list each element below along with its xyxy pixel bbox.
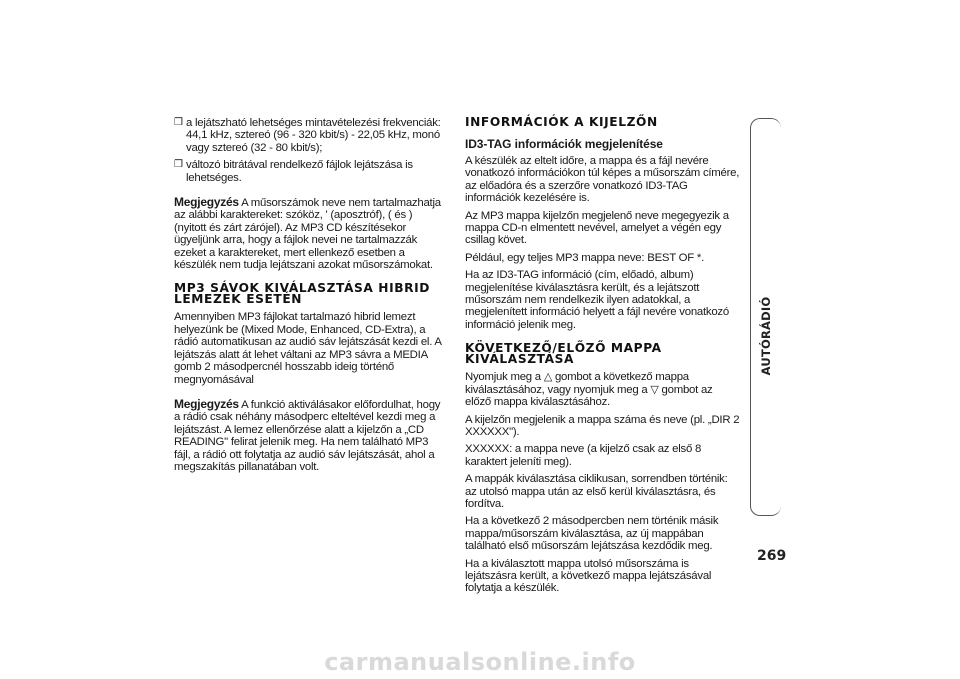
- checkbox-bullet-icon: ❒: [174, 159, 183, 171]
- right-column: [465, 117, 740, 600]
- subheading: ID3-TAG információk megjelenítése: [465, 137, 663, 151]
- list-item: [174, 159, 446, 184]
- note-text: A funkció aktiválásakor előfordulhat, hogy a rádió csak néhány másodperc elteltével kezdi meg a lejátszást. A lemez ellenőrzése alatt a kijelzőn a „CD READING" felirat jelenik meg. Ha nem található MP3 fájl, a rádió ott folytatja az audió sáv lejátszását, ahol a megszakítás pillanatában volt.: [174, 398, 441, 473]
- page-number: 269: [757, 548, 787, 564]
- body-paragraph: [465, 371, 740, 408]
- down-triangle-icon: ▽: [650, 383, 659, 396]
- text-fragment: gombot a következő mappa kiválasztásához,: [465, 371, 689, 396]
- note-label: Megjegyzés: [174, 396, 239, 411]
- body-paragraph: Ha az ID3-TAG információ (cím, előadó, album) megjelenítése kiválasztásra került, és a lejátszott műsorszám nem rendelkezik ilyen adatokkal, a megjelenített információ helyett a fájl nevére vonatkozó információ jelenik meg.: [465, 269, 729, 331]
- list-item: [174, 117, 446, 154]
- note-label: Megjegyzés: [174, 195, 239, 210]
- text-fragment: gombot az előző mappa kiválasztásához.: [465, 383, 713, 409]
- bullet-text: változó bitrátával rendelkező fájlok lejátszása is lehetséges.: [186, 159, 413, 184]
- note-paragraph: [174, 196, 446, 271]
- text-fragment: vagy nyomjuk meg a: [547, 383, 648, 396]
- body-paragraph: Például, egy teljes MP3 mappa neve: BEST OF *.: [465, 251, 705, 264]
- text-fragment: Nyomjuk meg a: [465, 371, 541, 384]
- left-column: [174, 117, 446, 478]
- body-paragraph: Ha a következő 2 másodpercben nem történik másik mappa/műsorszám kiválasztása, az új mappában található első műsorszám lejátszása kezdődik meg.: [465, 515, 719, 553]
- body-paragraph: A kijelzőn megjelenik a mappa száma és neve (pl. „DIR 2 XXXXXX").: [465, 413, 740, 438]
- body-paragraph: A mappák kiválasztása ciklikusan, sorrendben történik: az utolsó mappa után az első kerül kiválasztásra, és fordítva.: [465, 473, 728, 510]
- section-heading: MP3 SÁVOK KIVÁLASZTÁSA HIBRID LEMEZEK ESETÉN: [174, 281, 430, 307]
- bullet-text: a lejátszható lehetséges mintavételezési frekvenciák: 44,1 kHz, sztereó (96 - 320 kbit/s) - 22,05 kHz, monó vagy sztereó (32 - 80 kbit/s);: [186, 117, 441, 154]
- section-heading: KÖVETKEZŐ/ELŐZŐ MAPPA KIVÁLASZTÁSA: [465, 341, 662, 367]
- up-triangle-icon: △: [543, 371, 553, 384]
- note-text: A műsorszámok neve nem tartalmazhatja az alábbi karaktereket: szóköz, ' (aposztróf), ( és ) (nyitott és zárt zárójel). Az MP3 CD készítésekor ügyeljünk arra, hogy a fájlok nevei ne tartalmazzák ezeket a karaktereket, mert ellenkező esetben a készülék nem tudja lejátszani azokat műsorszámokat.: [174, 197, 441, 272]
- body-paragraph: XXXXXX: a mappa neve (a kijelző csak az első 8 karaktert jeleníti meg).: [465, 443, 702, 468]
- section-heading: INFORMÁCIÓK A KIJELZŐN: [465, 115, 658, 129]
- note-paragraph: [174, 398, 446, 473]
- chapter-tab-label: AUTÓRÁDIÓ: [759, 296, 773, 376]
- body-paragraph: Ha a kiválasztott mappa utolsó műsorszáma is lejátszásra került, a következő mappa lejátszásával folytatja a készülék.: [465, 557, 712, 595]
- body-paragraph: Amennyiben MP3 fájlokat tartalmazó hibrid lemezt helyezünk be (Mixed Mode, Enhanced, CD-Extra), a rádió automatikusan az audió sáv lejátszását kezdi el. A lejátszás alatt át lehet váltani az MP3 sávra a MEDIA gomb 2 másodpercnél hosszabb ideig történő megnyomásával: [174, 311, 442, 386]
- body-paragraph: A készülék az eltelt időre, a mappa és a fájl nevére vonatkozó információkon túl képes a műsorszám címére, az előadóra és a szerzőre vonatkozó ID3-TAG információk kezelésére is.: [465, 155, 740, 205]
- checkbox-bullet-icon: ❒: [174, 117, 183, 128]
- body-paragraph: Az MP3 mappa kijelzőn megjelenő neve megegyezik a mappa CD-n elmentett nevével, amelyet a végén egy csillag követ.: [465, 209, 729, 247]
- watermark: carmanualsonline.info: [324, 648, 636, 676]
